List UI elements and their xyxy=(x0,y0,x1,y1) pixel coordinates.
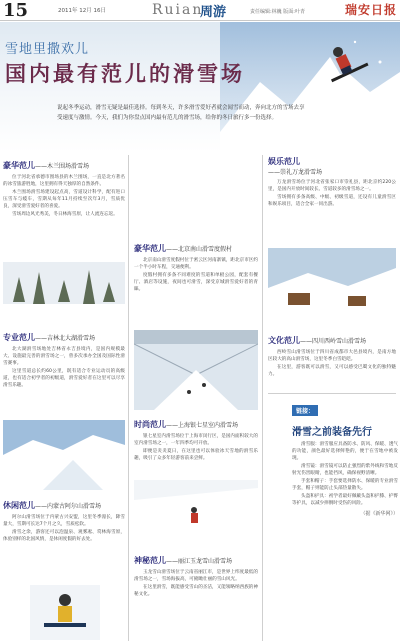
indoor-slope-photo xyxy=(134,330,258,410)
equipment-sidebar xyxy=(292,398,398,638)
date-line: 2011年 12月 16日 xyxy=(58,8,106,14)
section-title: 周游 xyxy=(200,5,227,20)
hero-lead: 说起冬季运动，滑雪无疑是最佳选择。每到冬天，许多滑雪爱好者就会闻雪而动，奔向北方的雪场去享受速度与激情。今天，我们为你盘点国内最有范儿的滑雪场，给你的冬日旅行多一份选择。 xyxy=(57,105,305,121)
link-title: 滑雪之前装备先行 xyxy=(292,427,372,438)
page-header xyxy=(0,0,400,21)
link-label: 链接： xyxy=(292,405,318,416)
article-title: 神秘范儿——丽江玉龙雪山滑雪场 xyxy=(134,556,233,565)
article-title: 专业范儿——吉林北大湖滑雪场 xyxy=(3,333,96,342)
hero-headline: 国内最有范儿的滑雪场 xyxy=(5,62,245,86)
column-divider xyxy=(128,155,129,641)
column-divider xyxy=(262,155,263,641)
article-xiling xyxy=(268,335,396,379)
article-yinqixing xyxy=(134,419,258,463)
article-body: 万龙滑雪场位于河北省张家口市崇礼县，距北京约220公里，是国内开放时间较长、雪道较多的滑雪场之一。 雪场拥有多条高级、中级、初级雪道，还设有儿童滑雪区和娱乐项目，适合全家一同出游。 xyxy=(268,180,396,207)
masthead-logo: 瑞安日报 xyxy=(344,3,397,17)
hero-banner xyxy=(0,22,400,152)
skier-on-slope-photo xyxy=(134,480,258,548)
article-title: 豪华范儿——木兰围场滑雪场 xyxy=(3,161,90,170)
article-beidahu xyxy=(3,332,125,390)
article-title: 时尚范儿——上海银七星室内滑雪场 xyxy=(134,420,239,429)
article-title: 娱乐范儿 ——崇礼万龙滑雪场 xyxy=(268,157,323,176)
mountain-slope-photo xyxy=(3,420,125,490)
link-source: （据《新华网》） xyxy=(360,511,398,517)
page-number: 15 xyxy=(3,0,29,21)
section-word: Ruian xyxy=(152,2,204,18)
article-body: 西岭雪山滑雪场位于四川省成都市大邑县境内，是南方地区较大的高山滑雪场，这里冬季白雪皑皑。 在这里，游客既可以滑雪，又可以感受巴蜀文化的独特魅力。 xyxy=(268,350,396,377)
article-mulan xyxy=(3,160,125,219)
editor-credits: 责任编辑:林巍 版面:叶青 xyxy=(250,9,305,15)
article-body: 北大湖滑雪场地处吉林省永吉县境内，是国内规模最大、设施最完善的滑雪场之一，曾多次承办全国及国际性滑雪赛事。 这里雪道总长约60公里，既有适合专业运动员的高级道，也有适合初学者的初级道，滑雪爱好者在这里可以尽享滑雪乐趣。 xyxy=(3,347,125,388)
article-title: 文化范儿——四川西岭雪山滑雪场 xyxy=(268,336,367,345)
article-body: 银七星室内滑雪场位于上海市闵行区，是国内面积较大的室内滑雪场之一，一年四季均可开放。 即便是炎炎夏日，在这里也可以体验冰天雪地的滑雪乐趣，吸引了众多年轻游客前来尝鲜。 xyxy=(134,434,258,461)
article-body: 阿尔山滑雪场位于内蒙古兴安盟，这里冬季漫长，降雪量大，雪期可长达7个月之久，雪质松软。 滑雪之余，游客还可以泡温泉、观雾凇、赏林海雪原，体验别样的北国风情，是休闲度假的好去处。 xyxy=(3,515,125,542)
snowboarder-photo xyxy=(30,585,100,640)
article-aershan xyxy=(3,500,125,544)
hero-skier-photo xyxy=(220,22,400,152)
snow-forest-photo xyxy=(3,262,125,317)
article-yulong xyxy=(134,555,258,599)
hero-kicker: 雪地里撒欢儿 xyxy=(5,42,90,57)
resort-snow-photo xyxy=(268,248,396,326)
link-top-rule xyxy=(268,393,396,394)
link-body: 滑雪服：滑雪服应具备防水、防风、保暖、透气的功能，颜色最好选择鲜艳的，便于在雪地中被发现。 滑雪镜：滑雪镜可以防止强烈的紫外线和雪地反射光伤害眼睛，也能挡风，确保视野清晰。 手套和帽子：手套要选择防水、保暖的专业滑雪手套，帽子则能防止头部热量散失。 头盔和护具：初学者最好佩戴头盔和护膝、护臀等护具，以减少摔倒时受伤的风险。 xyxy=(292,442,398,506)
article-title: 豪华范儿——北京南山滑雪度假村 xyxy=(134,244,233,253)
article-body: 玉龙雪山滑雪场位于云南省丽江市，是世界上纬度最低的滑雪场之一，雪场海拔高，可俯瞰壮丽的雪山风光。 在这里滑雪，既能感受雪山的圣洁，又能领略纳西族的神秘文化。 xyxy=(134,570,258,597)
article-title: 休闲范儿——内蒙古阿尔山滑雪场 xyxy=(3,501,102,510)
article-nanshan xyxy=(134,243,258,294)
article-wanlong xyxy=(268,156,396,209)
article-body: 北京南山滑雪度假村位于密云区河南寨镇，距北京市区约一个半小时车程，交通便利。 度假村拥有多条不同难度的雪道和单板公园，配套有餐厅、酒店等设施，夜间也可滑雪，深受京城滑雪爱好者的青睐。 xyxy=(134,258,258,292)
article-body: 位于河北省承德市围场县的木兰围场，一直是北方著名的冰雪旅游胜地，这里拥有得天独厚的自然条件。 木兰围场滑雪场建设起点高，雪道设计科学，配有进口压雪车与缆车，雪期从每年11月持续至次年3月，雪质优良，深受滑雪爱好者的喜爱。 雪场周边风光秀美，冬日林海雪原，让人流连忘返。 xyxy=(3,175,125,217)
